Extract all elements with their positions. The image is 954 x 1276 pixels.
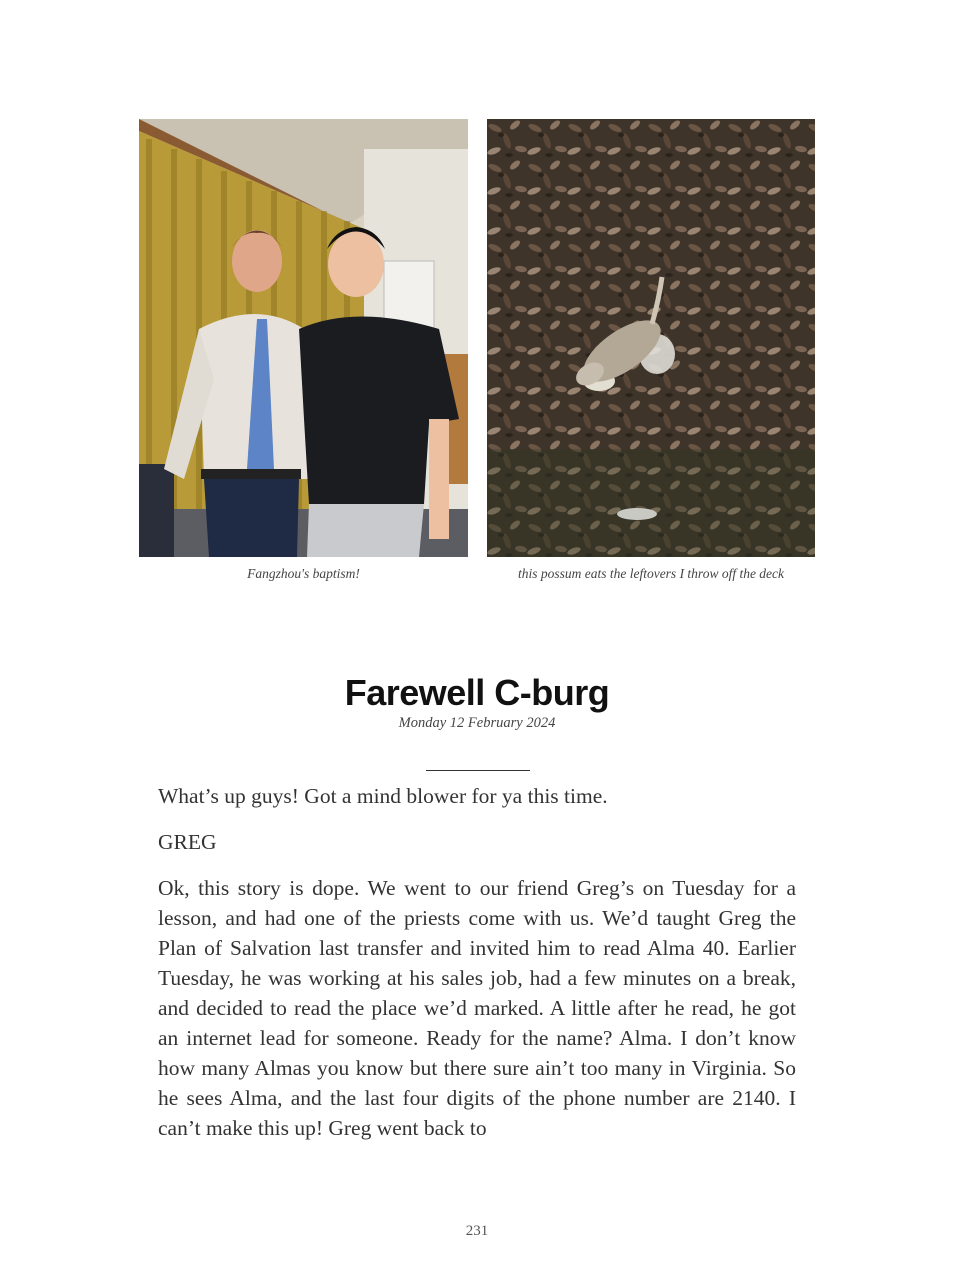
- chapter-title: Farewell C-burg: [344, 672, 610, 713]
- section-heading: GREG: [158, 830, 217, 854]
- photo-caption-right: this possum eats the leftovers I throw off the deck: [517, 566, 785, 581]
- photo-caption-left: Fangzhou's baptism!: [247, 566, 360, 581]
- section-divider: [426, 770, 530, 771]
- chapter-date: Monday 12 February 2024: [398, 715, 556, 731]
- paragraph: Ok, this story is dope. We went to our friend Greg’s on Tuesday for a lesson, and had one of the priests come with us. We’d taught Greg the Plan of Salvation last transfer and invited him to read Alma 40. Earlier Tuesday, he was working at his sales job, had a few minutes on a break, and decided to read the place we’d marked. A little after he read, he got an internet lead for someone. Ready for the name? Alma. I don’t know how many Almas you know but there sure ain’t too many in Virginia. So he sees Alma, and the last four digits of the phone number are 2140. I can’t make this up! Greg went back to: [158, 876, 796, 1140]
- page-number: 231: [465, 1223, 489, 1239]
- possum-photo: [487, 119, 815, 557]
- body-text: [158, 781, 796, 1159]
- paragraph: What’s up guys! Got a mind blower for ya this time.: [158, 784, 608, 808]
- baptism-photo: [139, 119, 468, 557]
